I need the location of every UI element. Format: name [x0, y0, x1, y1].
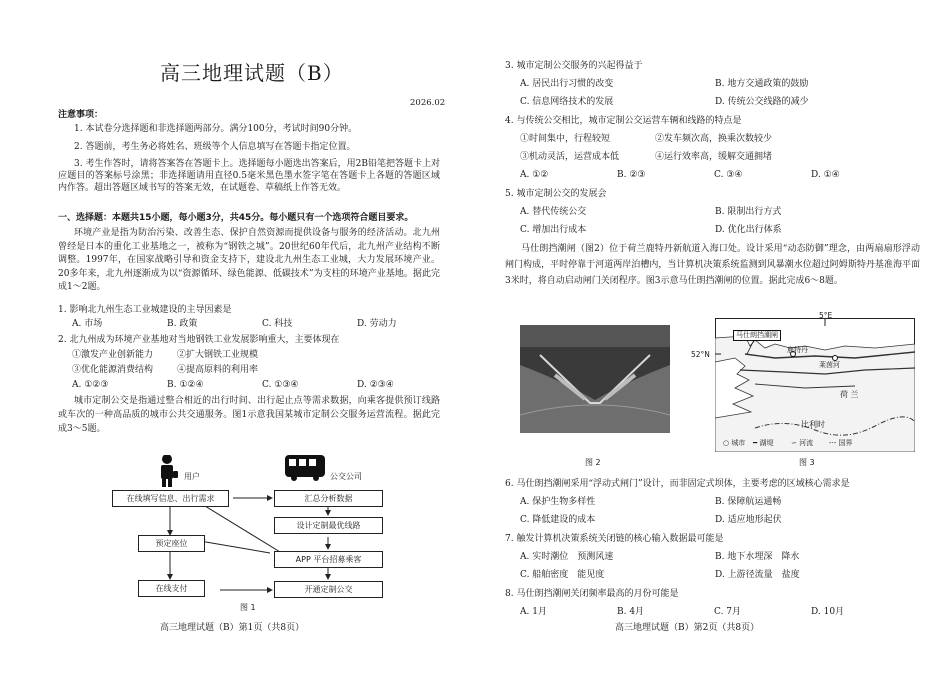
q8-stem: 8. 马仕朗挡潮闸关闭频率最高的月份可能是 [505, 589, 679, 599]
map-latitude: 52°N [691, 350, 710, 359]
q7-option-d[interactable]: D. 上游径流量 盐度 [715, 570, 800, 580]
q3-option-c[interactable]: C. 信息网络技术的发展 [520, 97, 614, 107]
bus-icon [285, 455, 325, 481]
legend-river: ∽ 河流 [791, 439, 814, 447]
q7-option-b[interactable]: B. 地下水埋深 降水 [715, 552, 800, 562]
q7-stem: 7. 触发计算机决策系统关闭链的核心输入数据最可能是 [505, 534, 724, 544]
q2-option-b[interactable]: B. ①②④ [167, 380, 204, 390]
user-icon [161, 455, 178, 487]
flow-box-recruit: APP 平台招募乘客 [274, 551, 383, 568]
flow-box-open-bus: 开通定制公交 [274, 581, 383, 598]
storm-barrier-photo [520, 325, 670, 433]
q5-option-c[interactable]: C. 增加出行成本 [520, 225, 587, 235]
q3-option-b[interactable]: B. 地方交通政策的鼓励 [715, 79, 809, 89]
exam-title: 高三地理试题（B） [160, 61, 344, 85]
q2-option-d[interactable]: D. ②③④ [357, 380, 394, 390]
user-label: 用户 [184, 472, 200, 481]
passage-3: 马仕朗挡潮闸（图2）位于荷兰鹿特丹新航道入海口处。设计采用“动态防御”理念，由两扇扇形浮动闸门构成，平时停靠于河道两岸泊槽内，当计算机决策系统监测到风暴潮水位超过阿姆斯特丹基准海平面3米时，将自动启动闸门关闭程序。图3示意马仕朗挡潮闸的位置。据此完成6～8题。 [505, 244, 920, 286]
q1-option-b[interactable]: B. 政策 [167, 319, 198, 329]
q6-option-a[interactable]: A. 保护生物多样性 [520, 497, 596, 507]
figure-2-caption: 图 2 [585, 458, 601, 467]
q4-item: ①时间集中，行程较短 [520, 134, 611, 144]
notice-item: 1. 本试卷分选择题和非选择题两部分。满分100分，考试时间90分钟。 [74, 124, 358, 134]
q2-option-c[interactable]: C. ①③④ [262, 380, 299, 390]
q4-option-a[interactable]: A. ①② [520, 170, 549, 180]
q8-option-d[interactable]: D. 10月 [811, 607, 845, 617]
page-footer: 高三地理试题（B）第1页（共8页） [160, 623, 305, 633]
q2-option-a[interactable]: A. ①②③ [72, 380, 109, 390]
legend-border: -·- 国界 [829, 439, 853, 447]
notice-item: 2. 答题前，考生务必将姓名、班级等个人信息填写在答题卡指定位置。 [74, 142, 356, 152]
page-2 [475, 0, 950, 673]
q6-option-b[interactable]: B. 保障航运通畅 [715, 497, 782, 507]
q2-item: ④提高原料的利用率 [177, 365, 259, 375]
q5-option-a[interactable]: A. 替代传统公交 [520, 207, 587, 217]
exam-date: 2026.02 [410, 98, 446, 108]
map-label-city: 鹿特丹 [787, 346, 808, 354]
q4-option-d[interactable]: D. ①④ [811, 170, 840, 180]
q2-item: ③优化能源消费结构 [72, 365, 154, 375]
flow-box-fill-info: 在线填写信息、出行需求 [112, 490, 229, 507]
legend-dike: ━ 湖堤 [753, 439, 774, 447]
map-longitude: 5°E [819, 311, 833, 320]
q5-option-b[interactable]: B. 限制出行方式 [715, 207, 782, 217]
q1-option-d[interactable]: D. 劳动力 [357, 319, 397, 329]
map-label-river: 莱茵河 [819, 361, 840, 369]
map-label-belgium: 比利时 [801, 420, 825, 429]
map-label-netherlands: 荷 兰 [840, 390, 859, 399]
figure-3-caption: 图 3 [799, 458, 815, 467]
q4-item: ④运行效率高，缓解交通拥堵 [655, 152, 773, 162]
q1-option-a[interactable]: A. 市场 [72, 319, 103, 329]
q2-item: ①激发产业创新能力 [72, 350, 154, 360]
q5-stem: 5. 城市定制公交的发展会 [505, 189, 607, 199]
q2-item: ②扩大钢铁工业规模 [177, 350, 259, 360]
q6-stem: 6. 马仕朗挡潮闸采用“浮动式闸门”设计，而非固定式坝体，主要考虑的区域核心需求是 [505, 479, 850, 489]
q1-option-c[interactable]: C. 科技 [262, 319, 293, 329]
legend-city: ○ 城市 [723, 439, 746, 447]
section-heading: 一、选择题：本题共15小题，每小题3分，共45分。每小题只有一个选项符合题目要求。 [58, 213, 414, 223]
passage-1: 环境产业是指为防治污染、改善生态、保护自然资源而提供设备与服务的经济活动。北九州曾经是日本的重化工业基地之一，被称为“钢铁之城”。20世纪60年代后，北九州产业结构不断调整。1997年，在国家战略引导和资金支持下，建设北九州生态工业城，大力发展环境产业。20多年来，北九州逐渐成为以“资源循环、绿色能源、低碳技术”为支柱的环境产业基地。据此完成1～2题。 [58, 228, 440, 292]
company-label: 公交公司 [330, 472, 362, 481]
q7-option-a[interactable]: A. 实时潮位 预测风速 [520, 552, 614, 562]
q4-option-b[interactable]: B. ②③ [617, 170, 646, 180]
q6-option-d[interactable]: D. 适应地形起伏 [715, 515, 782, 525]
q8-option-c[interactable]: C. 7月 [714, 607, 742, 617]
map-legend [723, 439, 853, 448]
passage-2: 城市定制公交是指通过整合相近的出行时间、出行起止点等需求数据，向乘客提供预订线路或车次的一种高品质的城市公共交通服务。图1示意我国某城市定制公交服务运营流程。据此完成3～5题。 [58, 396, 440, 434]
notice-item: 3. 考生作答时，请将答案答在答题卡上。选择题每小题选出答案后，用2B铅笔把答题卡上对应题目的答案标号涂黑；非选择题请用直径0.5毫米黑色墨水签字笔在答题卡上各题的答题区域内作答。超出答题区域书写的答案无效，在试题卷、草稿纸上作答无效。 [58, 159, 440, 194]
q2-stem: 2. 北九州成为环境产业基地对当地钢铁工业发展影响重大，主要体现在 [58, 335, 340, 345]
q8-option-a[interactable]: A. 1月 [520, 607, 547, 617]
q4-stem: 4. 与传统公交相比，城市定制公交运营车辆和线路的特点是 [505, 116, 742, 126]
flow-box-reserve-seat: 预定座位 [138, 535, 205, 552]
q7-option-c[interactable]: C. 船舶密度 能见度 [520, 570, 605, 580]
notice-heading: 注意事项： [58, 110, 104, 120]
flow-box-pay-online: 在线支付 [138, 580, 205, 597]
page-footer: 高三地理试题（B）第2页（共8页） [615, 623, 760, 633]
map-label-storm-gate: 马仕朗挡潮闸 [733, 330, 781, 341]
q1-stem: 1. 影响北九州生态工业城建设的主导因素是 [58, 305, 232, 315]
q4-item: ②发车频次高，换乘次数较少 [655, 134, 773, 144]
flow-box-design-route: 设计定制最优线路 [274, 517, 383, 534]
figure-2-photo [520, 325, 670, 433]
figure-1-caption: 图 1 [240, 603, 256, 612]
q6-option-c[interactable]: C. 降低建设的成本 [520, 515, 596, 525]
q5-option-d[interactable]: D. 优化出行体系 [715, 225, 782, 235]
q3-option-d[interactable]: D. 传统公交线路的减少 [715, 97, 809, 107]
q8-option-b[interactable]: B. 4月 [617, 607, 645, 617]
q3-stem: 3. 城市定制公交服务的兴起得益于 [505, 61, 643, 71]
q4-option-c[interactable]: C. ③④ [714, 170, 743, 180]
q4-item: ③机动灵活，运营成本低 [520, 152, 620, 162]
flow-box-analyze-data: 汇总分析数据 [274, 490, 383, 507]
q3-option-a[interactable]: A. 居民出行习惯的改变 [520, 79, 614, 89]
